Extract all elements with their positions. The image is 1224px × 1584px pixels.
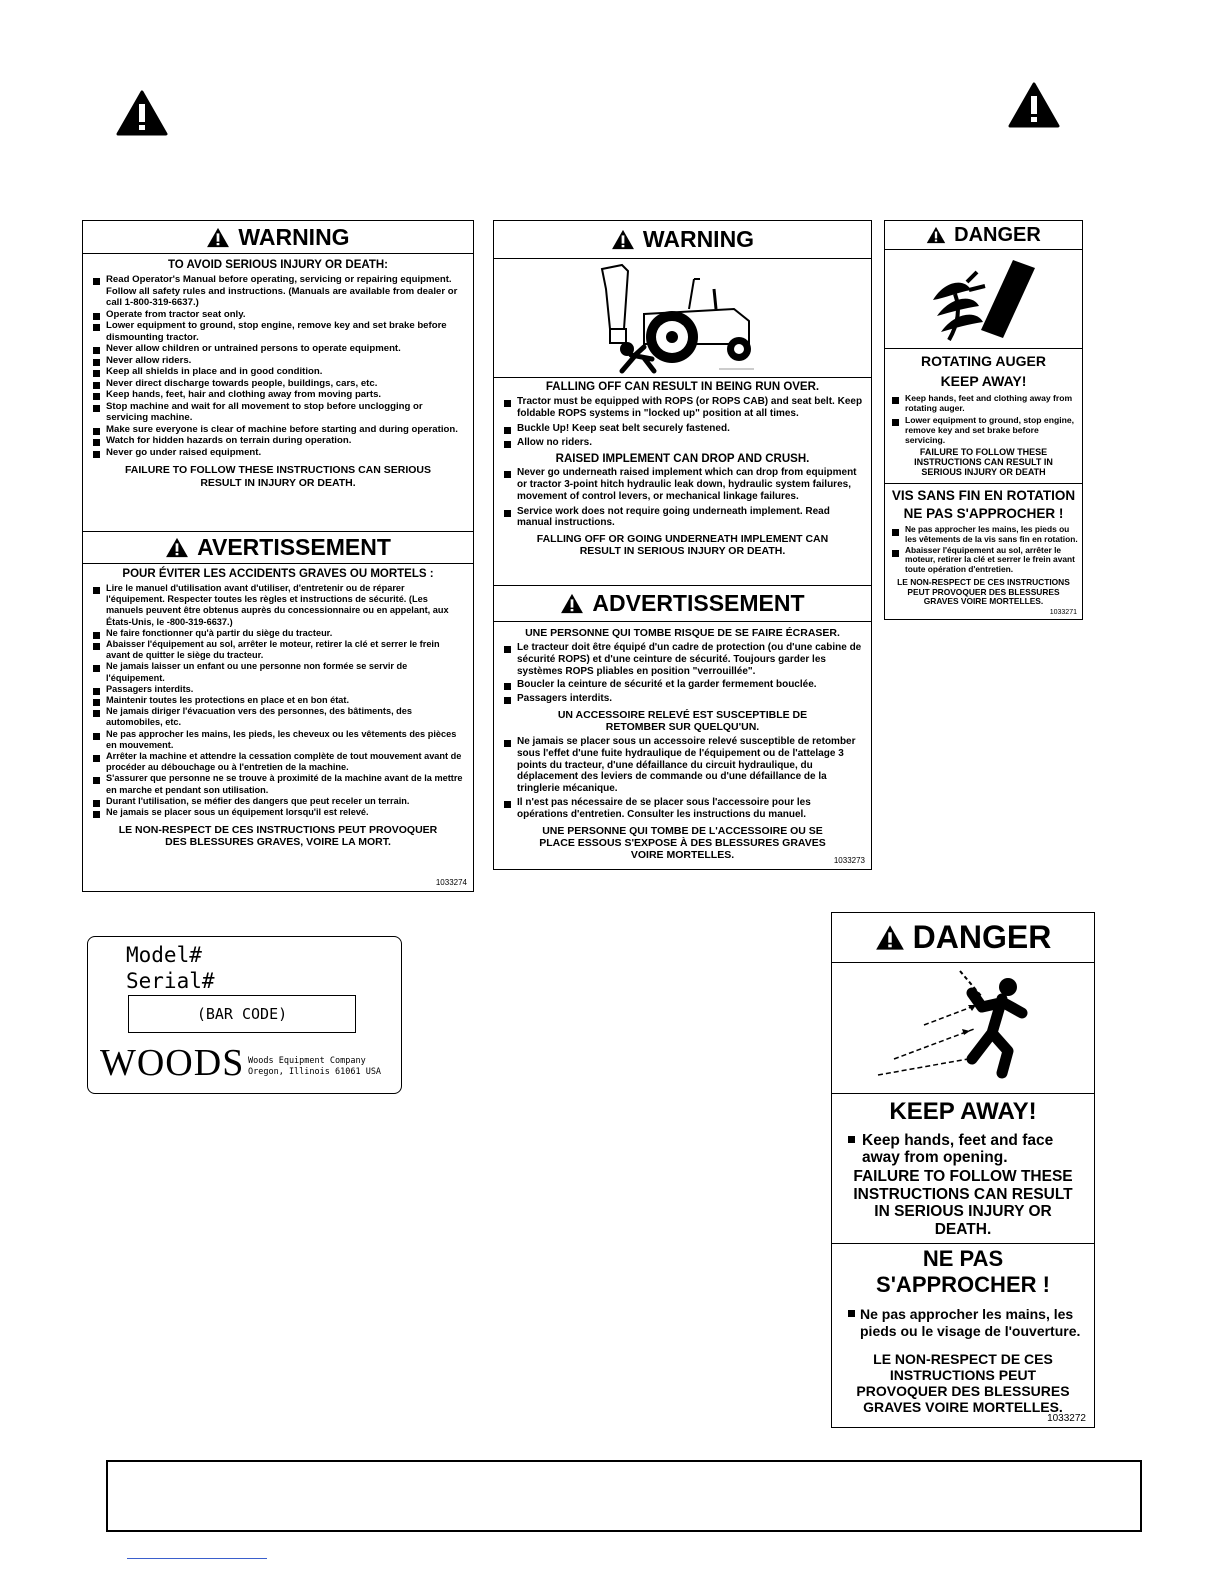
avertissement-footer: LE NON-RESPECT DE CES INSTRUCTIONS PEUT PROVOQUER DES BLESSURES GRAVES, VOIRE LA MORT. <box>118 824 438 849</box>
rops-subtitle-2: RAISED IMPLEMENT CAN DROP AND CRUSH. <box>555 453 810 466</box>
avertissement-list <box>89 583 465 818</box>
warning-decal-general <box>82 220 474 892</box>
rops-footer: FALLING OFF OR GOING UNDERNEATH IMPLEMENT CAN RESULT IN SERIOUS INJURY OR DEATH. <box>536 533 829 558</box>
list-item: Never go underneath raised implement which can drop from equipment or tractor 3-point hitch hydraulic leak down, hydraulic system failures, movement of control levers, or mechanical linkage failures. <box>500 467 863 502</box>
list-item: Lower equipment to ground, stop engine, remove key and set brake before dismounting tractor. <box>89 320 465 343</box>
barcode-box: (BAR CODE) <box>128 995 356 1033</box>
serial-label: Serial# <box>126 969 215 993</box>
auger-title-2: KEEP AWAY! <box>940 373 1027 389</box>
auger-title-1: ROTATING AUGER <box>921 353 1046 369</box>
auger-footer-en: FAILURE TO FOLLOW THESE INSTRUCTIONS CAN RESULT IN SERIOUS INJURY OR DEATH <box>914 447 1053 477</box>
part-number: 1033273 <box>833 856 865 865</box>
company-address: Oregon, Illinois 61061 USA <box>248 1067 382 1077</box>
list-item: Durant l'utilisation, se méfier des dangers que peut receler un terrain. <box>89 796 465 807</box>
thrown-footer-en: FAILURE TO FOLLOW THESE INSTRUCTIONS CAN RESULT IN SERIOUS INJURY OR DEATH. <box>853 1168 1073 1238</box>
link-underline[interactable] <box>127 1558 267 1559</box>
part-number: 1033272 <box>1047 1413 1086 1424</box>
advertissement-subtitle-2: UN ACCESSOIRE RELEVÉ EST SUSCEPTIBLE DE RETOMBER SUR QUELQU'UN. <box>557 708 808 733</box>
list-item: Arrêter la machine et attendre la cessation complète de tout mouvement avant de procéder au débouchage ou à l'entretien de la machine. <box>89 751 465 773</box>
model-label: Model# <box>126 943 202 967</box>
advertissement-footer: UNE PERSONNE QUI TOMBE DE L'ACCESSOIRE OU SE PLACE ESSOUS S'EXPOSE À DES BLESSURES GRAVES VOIRE MORTELLES. <box>539 824 826 861</box>
advertissement-list-1 <box>500 642 863 705</box>
list-item: Abaisser l'équipement au sol, arrêter le moteur, retirer la clé et serrer le frein avant de quitter le siège du tracteur. <box>89 639 465 661</box>
warning-triangle-icon <box>875 924 905 951</box>
list-item: Abaisser l'équipement au sol, arrêter le moteur, retirer la clé et serrer le frein avant toute opération d'entretien. <box>888 546 1078 575</box>
list-item: Allow no riders. <box>500 437 863 449</box>
list-item: Lire le manuel d'utilisation avant d'utiliser, d'entretenir ou de réparer l'équipement. Respecter toutes les règles et instructions de sécurité. (Les manuels peuvent être obtenus auprès du concessionnaire ou en appelant, aux États-Unis, le -800-319-6637.) <box>89 583 465 628</box>
warning-header: WARNING <box>494 221 871 258</box>
thrown-footer-fr: LE NON-RESPECT DE CES INSTRUCTIONS PEUT PROVOQUER DES BLESSURES GRAVES VOIRE MORTELLES. <box>856 1351 1070 1415</box>
list-item: Never go under raised equipment. <box>89 447 465 459</box>
auger-footer-fr: LE NON-RESPECT DE CES INSTRUCTIONS PEUT PROVOQUER DES BLESSURES GRAVES VOIRE MORTELLES. <box>897 576 1070 607</box>
auger-icon <box>885 250 1081 348</box>
list-item: Maintenir toutes les protections en place et en bon état. <box>89 695 465 706</box>
auger-title-fr-2: NE PAS S'APPROCHER ! <box>903 506 1064 521</box>
list-item: Keep all shields in place and in good condition. <box>89 366 465 378</box>
auger-list-fr <box>888 525 1078 575</box>
warning-triangle-icon <box>1008 82 1060 128</box>
list-item: Ne jamais diriger l'évacuation vers des personnes, des bâtiments, des automobiles, etc. <box>89 706 465 728</box>
list-item: Il n'est pas nécessaire de se placer sous l'accessoire pour les opérations d'entretien. Consulter les instructions du manuel. <box>500 797 863 821</box>
list-item: Lower equipment to ground, stop engine, remove key and set brake before servicing. <box>888 415 1078 445</box>
list-item: Read Operator's Manual before operating, servicing or repairing equipment. Follow all safety rules and instructions. (Manuals are available from dealer or call 1-800-319-6637.) <box>89 274 465 309</box>
warning-subtitle: TO AVOID SERIOUS INJURY OR DEATH: <box>167 259 389 271</box>
warning-triangle-icon <box>206 227 230 248</box>
list-item: Buckle Up! Keep seat belt securely fastened. <box>500 423 863 435</box>
part-number: 1033271 <box>1049 609 1077 616</box>
advertissement-subtitle-1: UNE PERSONNE QUI TOMBE RISQUE DE SE FAIRE ÉCRASER. <box>525 627 840 639</box>
warning-triangle-icon <box>611 229 635 250</box>
rops-subtitle-1: FALLING OFF CAN RESULT IN BEING RUN OVER. <box>545 381 820 393</box>
advertissement-list-2 <box>500 736 863 821</box>
list-item: Service work does not require going underneath implement. Read manual instructions. <box>500 506 863 530</box>
warning-triangle-icon <box>926 226 946 244</box>
list-item: Passagers interdits. <box>89 684 465 695</box>
list-item: Watch for hidden hazards on terrain during operation. <box>89 435 465 447</box>
list-item: Never allow children or untrained persons to operate equipment. <box>89 343 465 355</box>
danger-decal-thrown-objects <box>831 912 1095 1428</box>
list-item: Make sure everyone is clear of machine before starting and during operation. <box>89 424 465 436</box>
thrown-list-en <box>844 1132 1086 1166</box>
list-item: Keep hands, feet and face away from opening. <box>844 1132 1086 1166</box>
list-item: Keep hands, feet and clothing away from rotating auger. <box>888 393 1078 413</box>
avertissement-subtitle: POUR ÉVITER LES ACCIDENTS GRAVES OU MORTELS : <box>122 568 434 580</box>
rops-list-1 <box>500 396 863 449</box>
list-item: Ne jamais se placer sous un équipement lorsqu'il est relevé. <box>89 807 465 818</box>
list-item: Ne pas approcher les mains, les pieds ou les vêtements de la vis sans fin en rotation. <box>888 525 1078 545</box>
auger-list-en <box>888 393 1078 445</box>
list-item: Never allow riders. <box>89 355 465 367</box>
thrown-title-fr: NE PAS S'APPROCHER ! <box>876 1246 1050 1297</box>
serial-plate <box>87 936 402 1094</box>
warning-footer: FAILURE TO FOLLOW THESE INSTRUCTIONS CAN SERIOUS RESULT IN INJURY OR DEATH. <box>124 464 432 489</box>
advertissement-header: ADVERTISSEMENT <box>494 585 871 622</box>
list-item: Ne pas approcher les mains, les pieds ou le visage de l'ouverture. <box>844 1306 1086 1339</box>
company-name: Woods Equipment Company <box>248 1056 366 1066</box>
list-item: Ne jamais se placer sous un accessoire relevé susceptible de retomber sous l'effet d'une fuite hydraulique de l'équipement ou de l'attelage 3 points du tracteur, d'une défaillance du circuit hydraulique, du déplacement des leviers de commande ou d'une défaillance de la tringlerie mécanique. <box>500 736 863 795</box>
warning-triangle-icon <box>116 90 168 136</box>
auger-title-fr-1: VIS SANS FIN EN ROTATION <box>891 488 1076 503</box>
woods-logo: WOODS <box>100 1042 245 1084</box>
notice-box <box>106 1460 1142 1532</box>
thrown-title: KEEP AWAY! <box>889 1098 1037 1125</box>
rops-list-2 <box>500 467 863 529</box>
thrown-object-icon <box>832 963 1093 1093</box>
thrown-list-fr <box>844 1306 1086 1339</box>
list-item: Stop machine and wait for all movement to stop before unclogging or servicing machine. <box>89 401 465 424</box>
tractor-runover-icon <box>494 259 873 377</box>
list-item: Ne pas approcher les mains, les pieds, les cheveux ou les vêtements des pièces en mouvement. <box>89 729 465 751</box>
danger-header: DANGER <box>832 913 1094 963</box>
list-item: Tractor must be equipped with ROPS (or ROPS CAB) and seat belt. Keep foldable ROPS systems in "locked up" position at all times. <box>500 396 863 420</box>
warning-header: WARNING <box>83 221 473 254</box>
list-item: Ne jamais laisser un enfant ou une personne non formée se servir de l'équipement. <box>89 661 465 683</box>
warning-triangle-icon <box>165 537 189 558</box>
warning-decal-rops <box>493 220 872 870</box>
list-item: Boucler la ceinture de sécurité et la garder fermement bouclée. <box>500 679 863 691</box>
list-item: Keep hands, feet, hair and clothing away from moving parts. <box>89 389 465 401</box>
list-item: Le tracteur doit être équipé d'un cadre de protection (ou d'une cabine de sécurité ROPS) et d'une ceinture de sécurité. Toujours garder les systèmes ROPS pliables en position "verrouillée". <box>500 642 863 677</box>
list-item: Never direct discharge towards people, buildings, cars, etc. <box>89 378 465 390</box>
list-item: Passagers interdits. <box>500 693 863 705</box>
danger-header: DANGER <box>885 221 1082 250</box>
list-item: Operate from tractor seat only. <box>89 309 465 321</box>
warning-triangle-icon <box>560 593 584 614</box>
list-item: S'assurer que personne ne se trouve à proximité de la machine avant de la mettre en marche et pendant son utilisation. <box>89 773 465 795</box>
avertissement-header: AVERTISSEMENT <box>83 531 473 564</box>
warning-list <box>89 274 465 458</box>
list-item: Ne faire fonctionner qu'à partir du siège du tracteur. <box>89 628 465 639</box>
danger-decal-auger <box>884 220 1083 620</box>
part-number: 1033274 <box>435 878 467 887</box>
